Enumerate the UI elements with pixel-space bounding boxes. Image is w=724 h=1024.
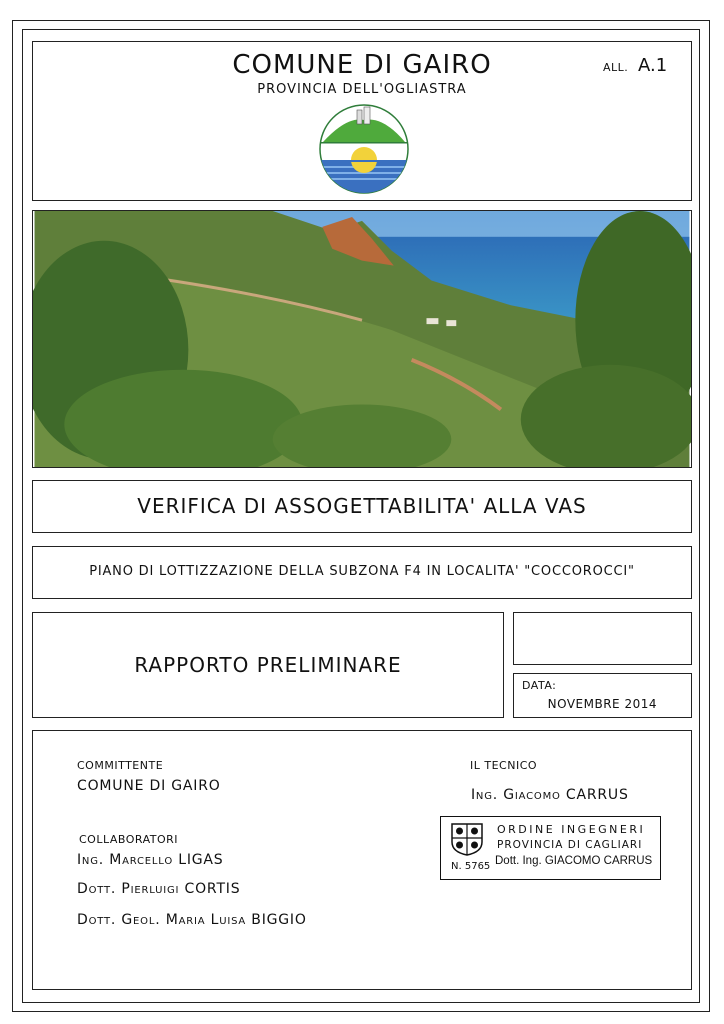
attachment-label: ALL. <box>603 61 629 74</box>
coastal-landscape-photo <box>32 210 692 468</box>
collaborators-label: COLLABORATORI <box>79 833 179 846</box>
client-value: COMUNE DI GAIRO <box>77 778 221 794</box>
stamp-line-3: Dott. Ing. GIACOMO CARRUS <box>495 855 653 867</box>
municipal-crest-icon <box>317 102 411 196</box>
collaborator-3: Dott. Geol. Maria Luisa BIGGIO <box>77 912 307 928</box>
technician-label: IL TECNICO <box>470 759 538 772</box>
technician-value: Ing. Giacomo CARRUS <box>471 787 629 803</box>
stamp-line-1: ORDINE INGEGNERI <box>497 823 646 836</box>
professional-stamp <box>440 816 661 880</box>
collaborator-1: Ing. Marcello LIGAS <box>77 852 224 868</box>
attachment-value: A.1 <box>638 55 668 76</box>
credits-box <box>32 730 692 990</box>
date-box <box>513 673 692 718</box>
client-label: COMMITTENTE <box>77 759 164 772</box>
province-subtitle: PROVINCIA DELL'OGLIASTRA <box>257 82 467 97</box>
collaborator-2: Dott. Pierluigi CORTIS <box>77 881 241 897</box>
empty-info-box <box>513 612 692 665</box>
plan-title-box <box>32 546 692 599</box>
report-title: RAPPORTO PRELIMINARE <box>134 653 402 677</box>
vas-title-box <box>32 480 692 533</box>
header-box <box>32 41 692 201</box>
vas-title: VERIFICA DI ASSOGETTABILITA' ALLA VAS <box>137 494 587 518</box>
date-label: DATA: <box>522 679 557 692</box>
report-title-box <box>32 612 504 718</box>
stamp-line-2: PROVINCIA DI CAGLIARI <box>497 839 643 851</box>
order-crest-icon <box>450 822 484 856</box>
plan-title: PIANO DI LOTTIZZAZIONE DELLA SUBZONA F4 IN LOCALITA' "COCCOROCCI" <box>89 564 635 579</box>
stamp-number: N. 5765 <box>451 861 491 872</box>
date-value: NOVEMBRE 2014 <box>547 697 657 711</box>
municipality-title: COMUNE DI GAIRO <box>232 50 492 80</box>
